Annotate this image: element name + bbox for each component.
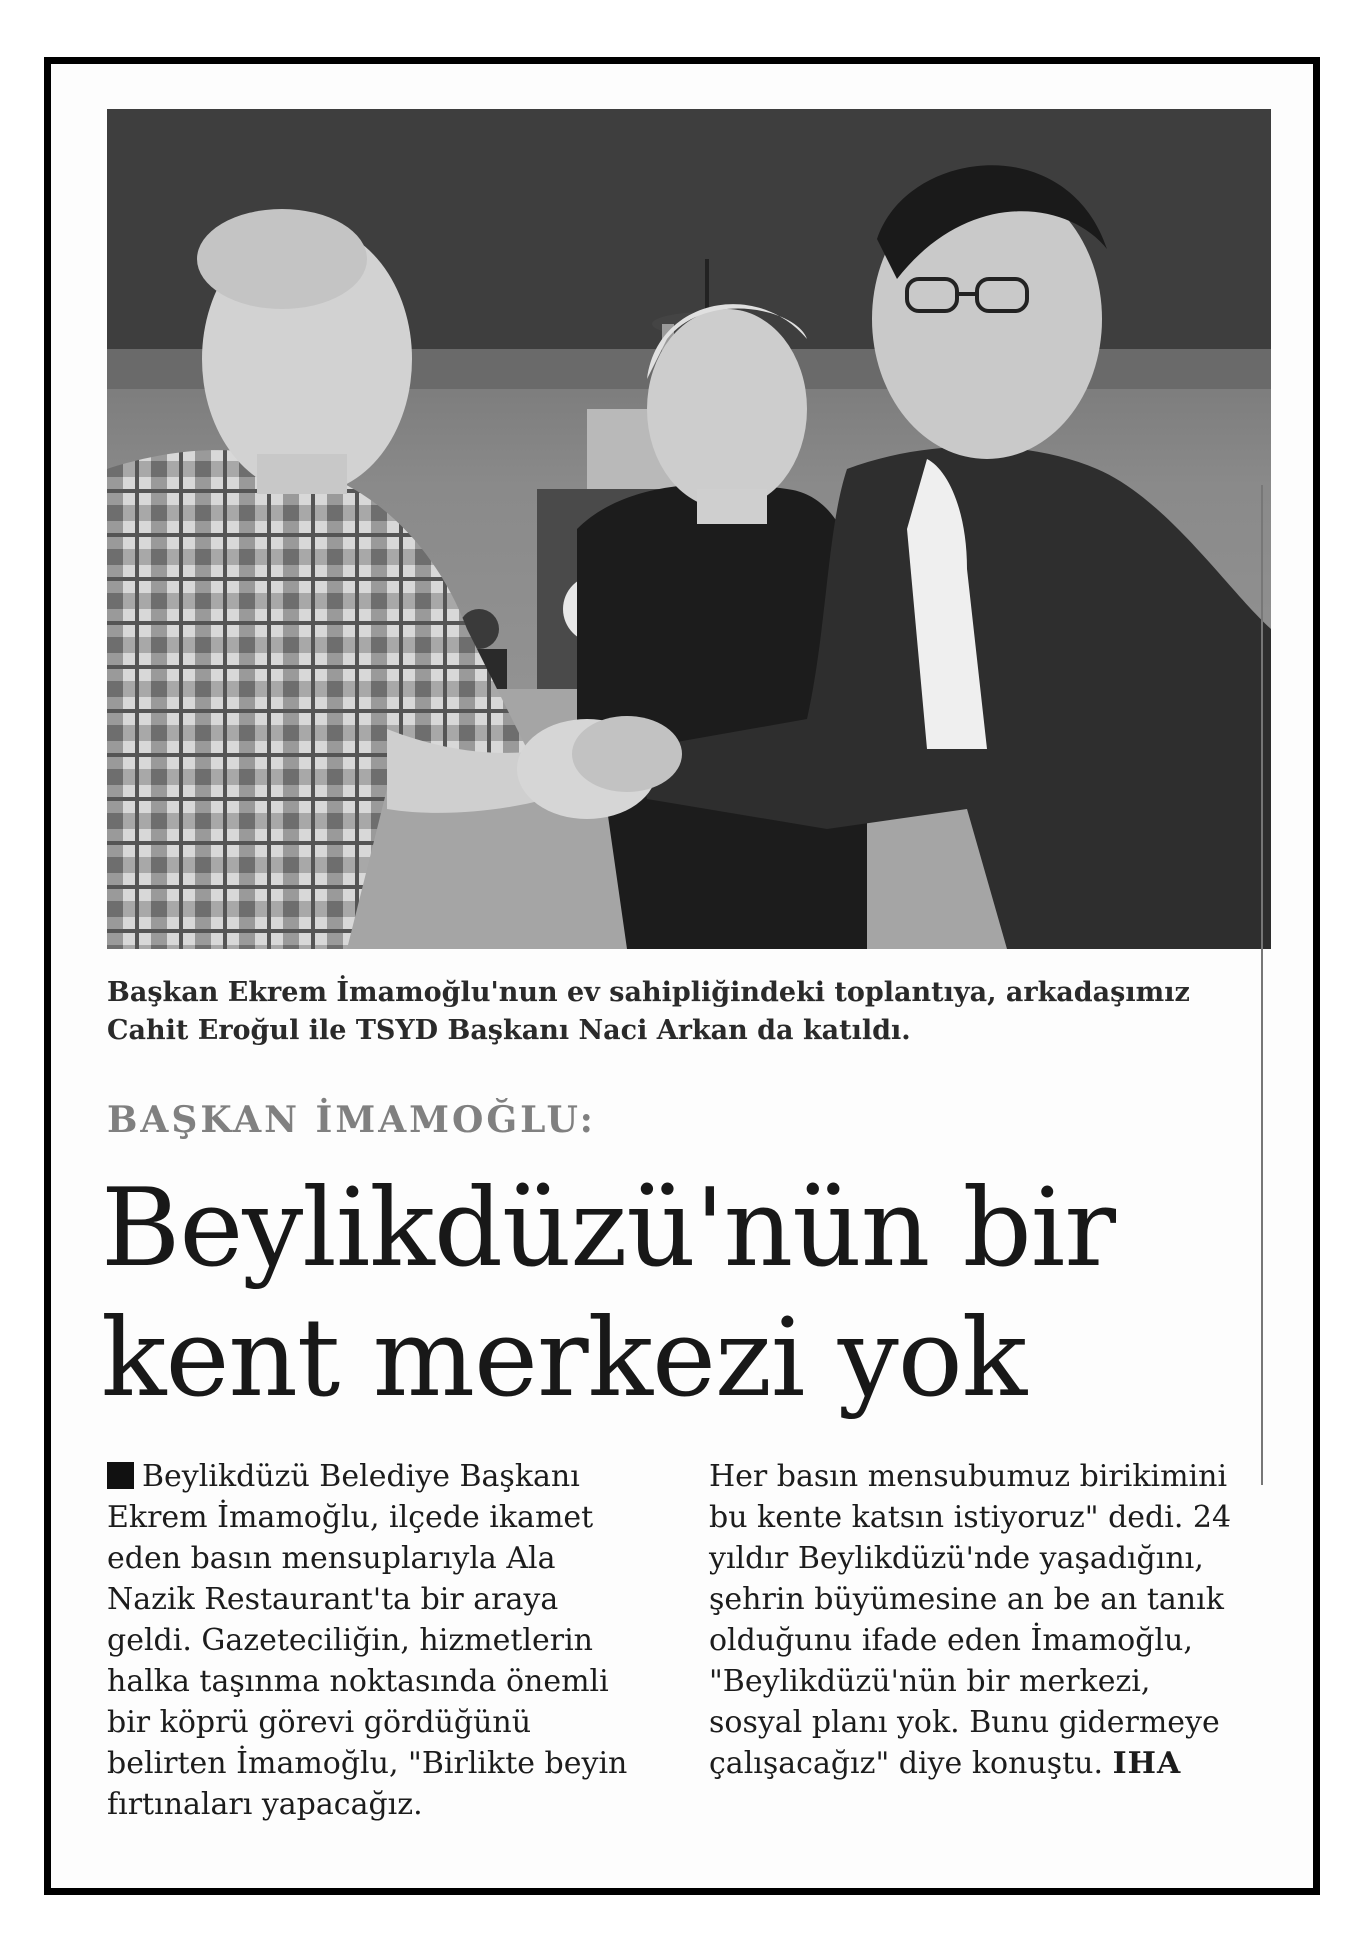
news-photo <box>107 109 1271 949</box>
kicker: BAŞKAN İMAMOĞLU: <box>107 1099 596 1141</box>
scan-artifact-line <box>1261 485 1263 1485</box>
headline: Beylikdüzü'nün bir kent merkezi yok <box>101 1166 1115 1421</box>
body-left-text: Beylikdüzü Belediye Başkanı Ekrem İmamoğlu, ilçede ikamet eden basın mensuplarıyla Ala Nazik Restaurant'ta bir araya geldi. Gazeteciliğin, hizmetlerin halka taşınma noktasında önemli bir köprü görevi gördüğünü belirten İmamoğlu, "Birlikte beyin fırtınaları yapacağız. <box>107 1459 628 1822</box>
photo-caption: Başkan Ekrem İmamoğlu'nun ev sahipliğindeki toplantıya, arkadaşımız Cahit Eroğul ile TSYD Başkanı Naci Arkan da katıldı. <box>107 977 1190 1046</box>
clipping-frame <box>44 57 1320 1895</box>
body-column-right <box>709 1456 1249 1784</box>
body-column-left <box>107 1456 647 1825</box>
byline: IHA <box>1112 1746 1182 1781</box>
bullet-square-icon <box>107 1462 134 1489</box>
body-right-text: Her basın mensubumuz birikimini bu kente katsın istiyoruz" dedi. 24 yıldır Beylikdüzü'nde yaşadığını, şehrin büyümesine an be an tanık olduğunu ifade eden İmamoğlu, "Beylikdüzü'nün bir merkezi, sosyal planı yok. Bunu gidermeye çalışacağız" diye konuştu. <box>709 1459 1232 1781</box>
photo-icon <box>107 109 1271 949</box>
